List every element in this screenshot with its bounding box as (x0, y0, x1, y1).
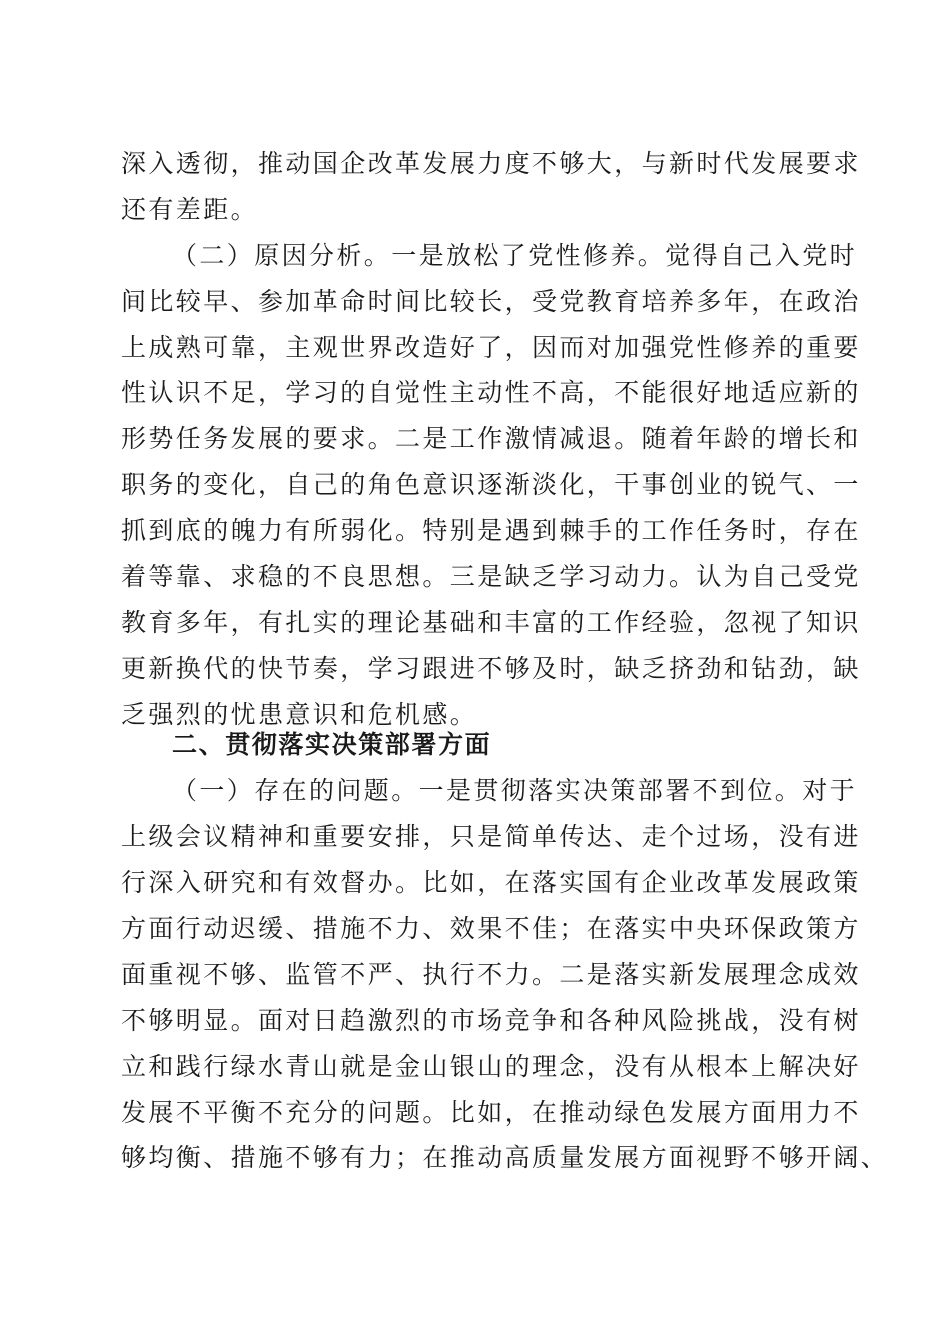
paragraph-line: 上级会议精神和重要安排，只是简单传达、走个过场，没有进 (121, 822, 861, 851)
paragraph-line: 上成熟可靠，主观世界改造好了，因而对加强党性修养的重要 (121, 333, 861, 362)
paragraph-line: 还有差距。 (121, 195, 259, 224)
paragraph-line: （一）存在的问题。一是贯彻落实决策部署不到位。对于 (172, 776, 858, 805)
paragraph-line: 性认识不足，学习的自觉性主动性不高，不能很好地适应新的 (121, 378, 861, 407)
paragraph-line: 职务的变化，自己的角色意识逐渐淡化，干事创业的锐气、一 (121, 470, 861, 499)
paragraph-line: 不够明显。面对日趋激烈的市场竞争和各种风险挑战，没有树 (121, 1006, 861, 1035)
paragraph-line: 乏强烈的忧患意识和危机感。 (121, 700, 478, 729)
paragraph-line: 方面行动迟缓、措施不力、效果不佳；在落实中央环保政策方 (121, 914, 861, 943)
paragraph-line: 着等靠、求稳的不良思想。三是缺乏学习动力。认为自己受党 (121, 562, 861, 591)
paragraph-line: 面重视不够、监管不严、执行不力。二是落实新发展理念成效 (121, 960, 861, 989)
section-heading: 二、贯彻落实决策部署方面 (172, 730, 492, 759)
paragraph-line: 间比较早、参加革命时间比较长，受党教育培养多年，在政治 (121, 287, 861, 316)
paragraph-line: 深入透彻，推动国企改革发展力度不够大，与新时代发展要求 (121, 149, 861, 178)
paragraph-line: 抓到底的魄力有所弱化。特别是遇到棘手的工作任务时，存在 (121, 516, 861, 545)
paragraph-line: 立和践行绿水青山就是金山银山的理念，没有从根本上解决好 (121, 1052, 861, 1081)
paragraph-line: 行深入研究和有效督办。比如，在落实国有企业改革发展政策 (121, 868, 861, 897)
paragraph-line: 教育多年，有扎实的理论基础和丰富的工作经验，忽视了知识 (121, 608, 861, 637)
paragraph-line: 形势任务发展的要求。二是工作激情减退。随着年龄的增长和 (121, 424, 861, 453)
paragraph-line: 发展不平衡不充分的问题。比如，在推动绿色发展方面用力不 (121, 1098, 861, 1127)
paragraph-line: 更新换代的快节奏，学习跟进不够及时，缺乏挤劲和钻劲，缺 (121, 654, 861, 683)
paragraph-line: 够均衡、措施不够有力；在推动高质量发展方面视野不够开阔、 (121, 1143, 889, 1172)
paragraph-line: （二）原因分析。一是放松了党性修养。觉得自己入党时 (172, 241, 858, 270)
